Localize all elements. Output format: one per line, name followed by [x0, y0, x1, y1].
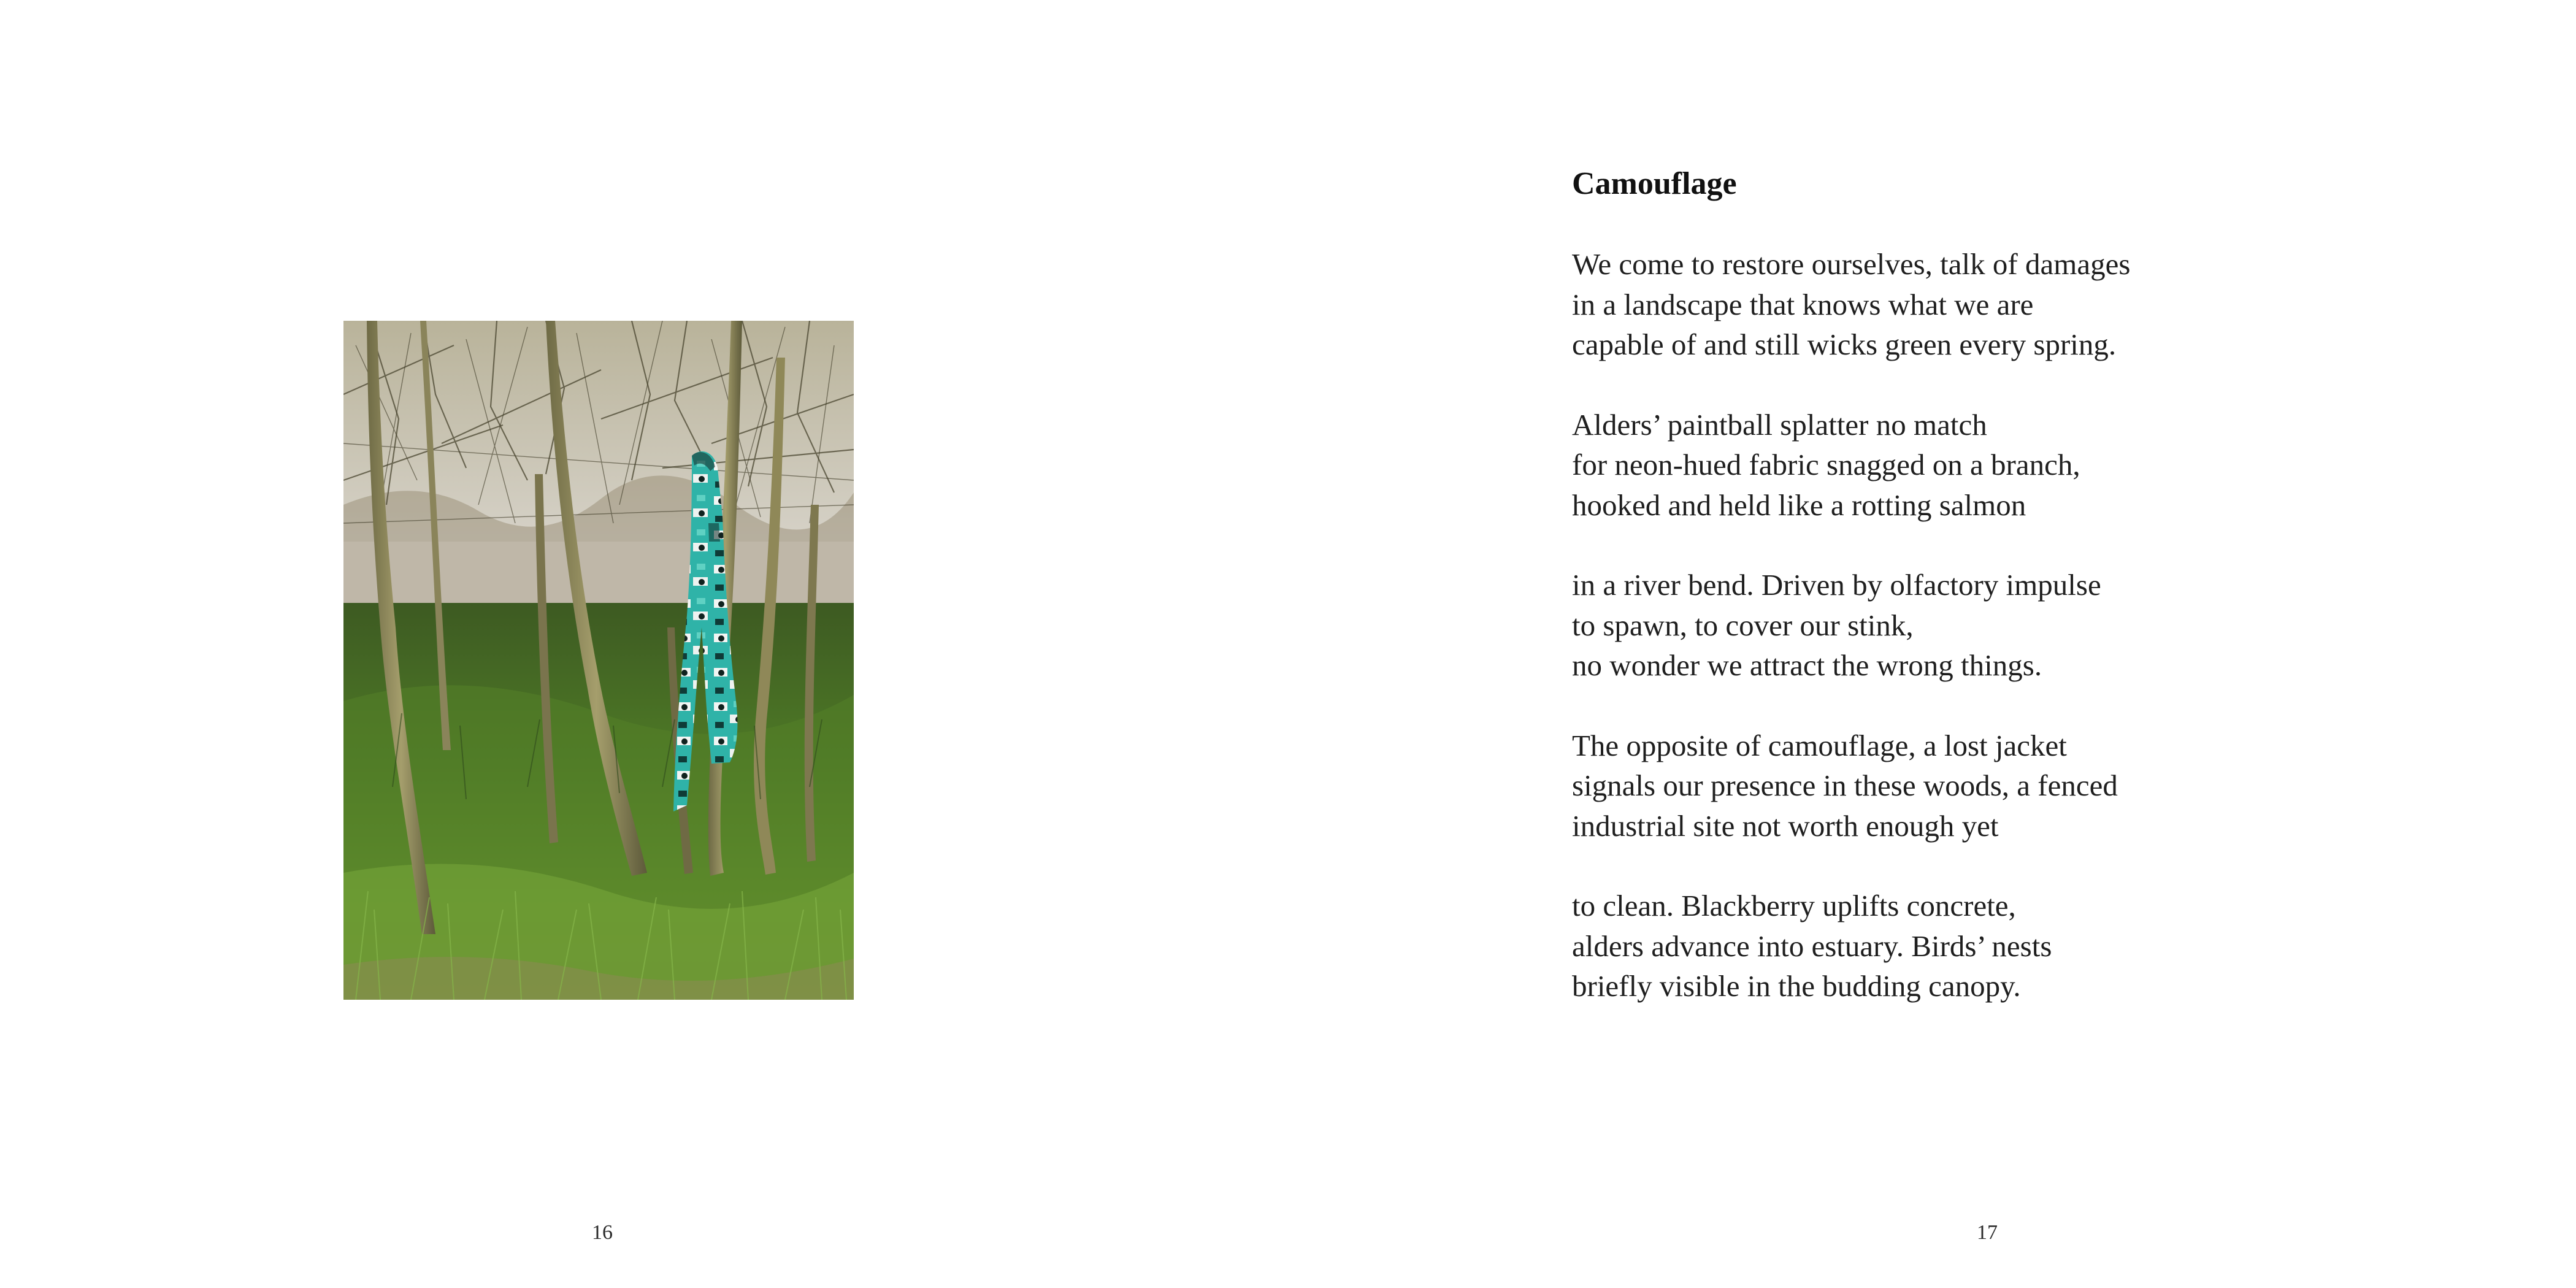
poem-line: signals our presence in these woods, a fenced	[1572, 769, 2118, 802]
poem-line: capable of and still wicks green every spring.	[1572, 328, 2117, 361]
poem-stanza-1	[1572, 244, 2369, 365]
poem-line: to spawn, to cover our stink,	[1572, 608, 1914, 642]
poem-line: We come to restore ourselves, talk of damages	[1572, 247, 2131, 281]
page-number-left: 16	[592, 1221, 613, 1244]
photo-scarf-in-woods	[343, 321, 854, 1000]
poem-stanza-4	[1572, 726, 2369, 846]
poem-stanza-2	[1572, 405, 2369, 526]
poem-line: alders advance into estuary. Birds’ nests	[1572, 929, 2052, 963]
poem-line: in a river bend. Driven by olfactory impulse	[1572, 568, 2101, 602]
poem-line: for neon-hued fabric snagged on a branch,	[1572, 448, 2080, 481]
poem-line: hooked and held like a rotting salmon	[1572, 488, 2026, 522]
poem-line: in a landscape that knows what we are	[1572, 287, 2034, 321]
poem	[1572, 164, 2369, 1046]
photo-illustration	[343, 321, 854, 1000]
poem-line: The opposite of camouflage, a lost jacket	[1572, 728, 2067, 762]
poem-line: to clean. Blackberry uplifts concrete,	[1572, 889, 2016, 922]
page-number-right: 17	[1977, 1221, 1998, 1244]
poem-line: industrial site not worth enough yet	[1572, 808, 1999, 843]
poem-line: Alders’ paintball splatter no match	[1572, 407, 1987, 442]
poem-stanza-5	[1572, 886, 2369, 1006]
right-page	[1288, 0, 2576, 1288]
poem-line: briefly visible in the budding canopy.	[1572, 969, 2021, 1003]
poem-stanza-3	[1572, 565, 2369, 686]
poem-title: Camouflage	[1572, 166, 1737, 201]
poem-line: no wonder we attract the wrong things.	[1572, 648, 2042, 682]
